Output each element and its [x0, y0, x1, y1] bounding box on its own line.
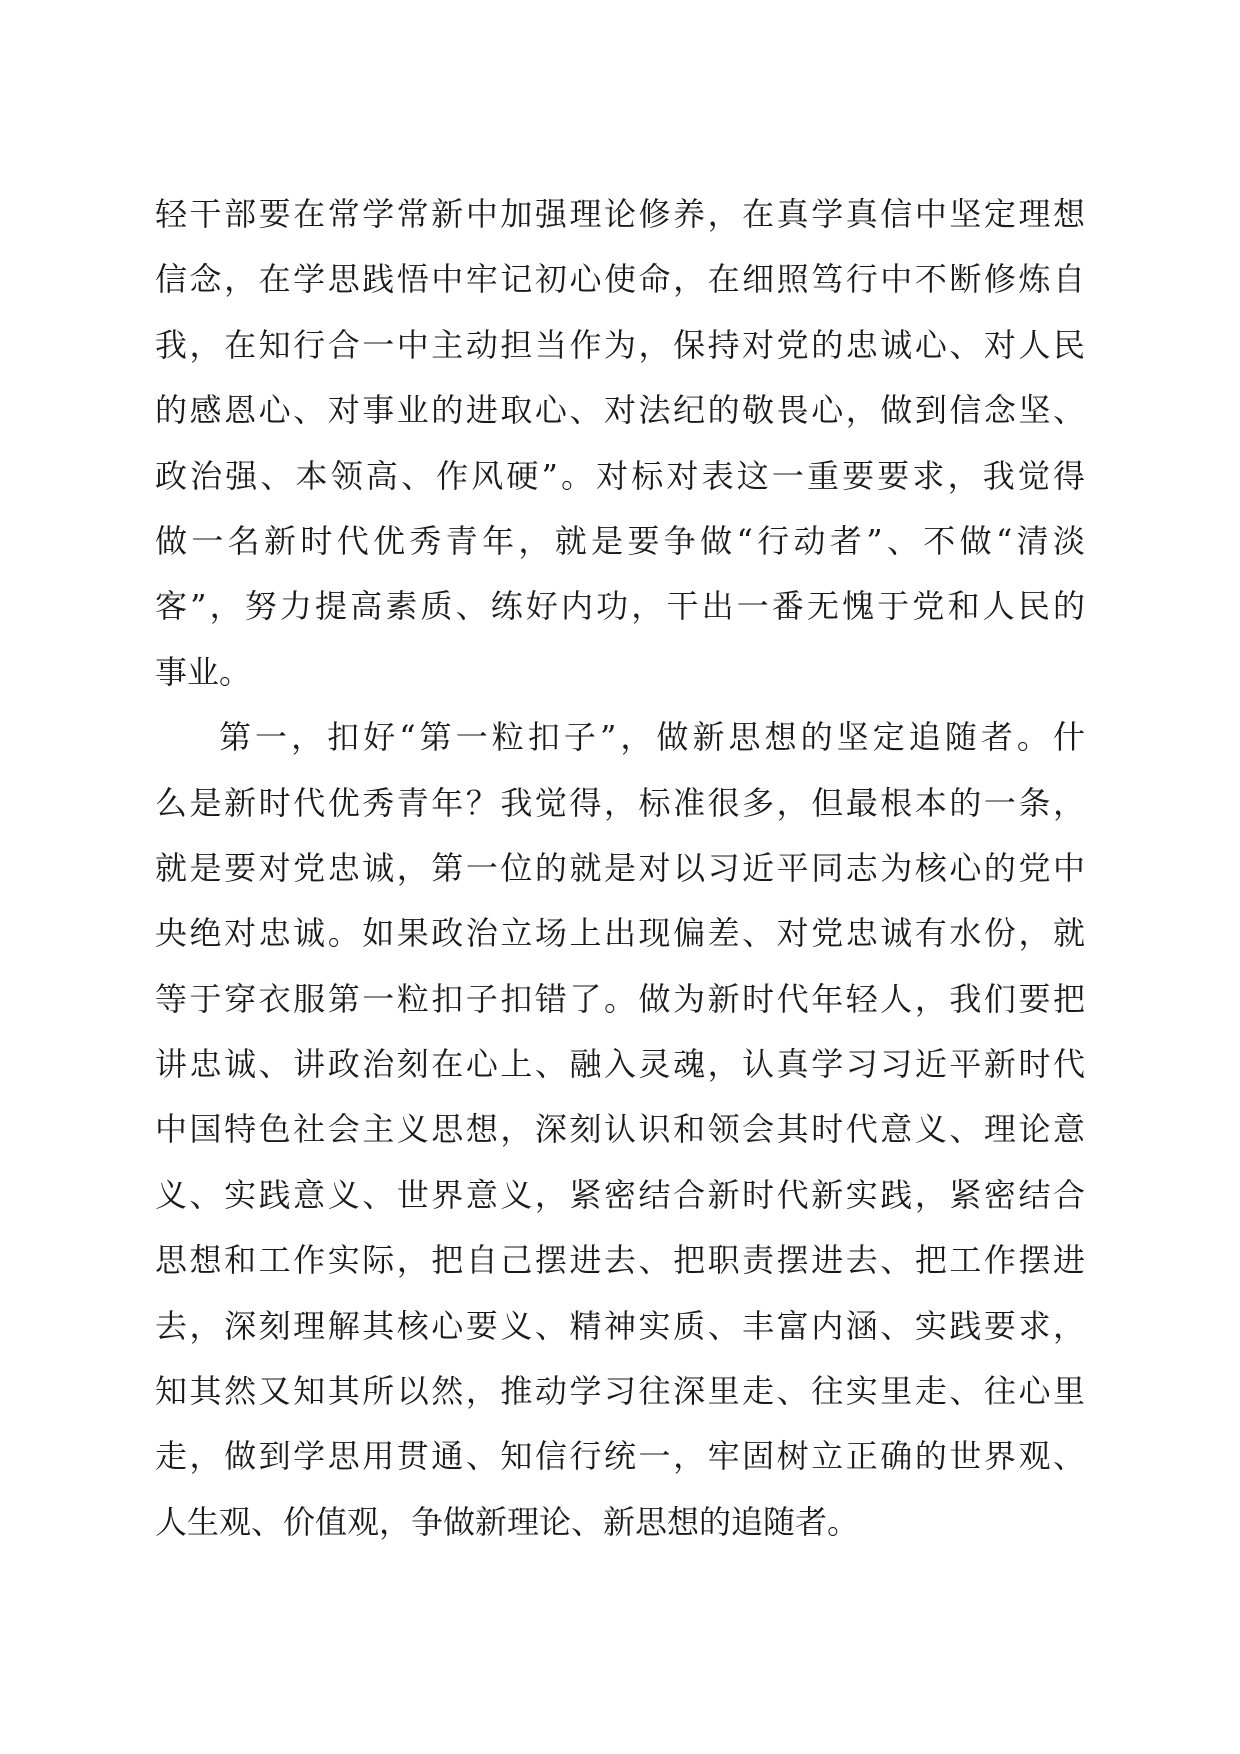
text-line: 义、实践意义、世界意义，紧密结合新时代新实践，紧密结合	[155, 1175, 1085, 1214]
text-line: 的感恩心、对事业的进取心、对法纪的敬畏心，做到信念坚、	[155, 391, 1085, 430]
text-line: 等于穿衣服第一粒扣子扣错了。做为新时代年轻人，我们要把	[155, 979, 1085, 1018]
text-line: 轻干部要在常学常新中加强理论修养，在真学真信中坚定理想	[155, 195, 1085, 233]
text-line: 做一名新时代优秀青年，就是要争做“行动者”、不做“清淡	[155, 521, 1085, 560]
text-line: 客”，努力提高素质、练好内功，干出一番无愧于党和人民的	[155, 587, 1085, 626]
text-line: 中国特色社会主义思想，深刻认识和领会其时代意义、理论意	[155, 1110, 1085, 1149]
text-line: 第一，扣好“第一粒扣子”，做新思想的坚定追随者。什	[219, 718, 1085, 757]
text-line: 政治强、本领高、作风硬”。对标对表这一重要要求，我觉得	[155, 456, 1085, 495]
text-line: 么是新时代优秀青年？我觉得，标准很多，但最根本的一条，	[155, 783, 1085, 822]
text-line: 思想和工作实际，把自己摆进去、把职责摆进去、把工作摆进	[155, 1241, 1085, 1280]
text-line: 走，做到学思用贯通、知信行统一，牢固树立正确的世界观、	[155, 1437, 1085, 1476]
body-text	[155, 182, 1085, 1555]
text-line: 就是要对党忠诚，第一位的就是对以习近平同志为核心的党中	[155, 848, 1085, 887]
text-line: 我，在知行合一中主动担当作为，保持对党的忠诚心、对人民	[155, 325, 1085, 364]
text-line: 讲忠诚、讲政治刻在心上、融入灵魂，认真学习习近平新时代	[155, 1045, 1085, 1084]
text-line: 信念，在学思践悟中牢记初心使命，在细照笃行中不断修炼自	[155, 260, 1085, 299]
text-line: 人生观、价值观，争做新理论、新思想的追随者。	[155, 1502, 860, 1541]
text-line: 事业。	[155, 652, 252, 691]
text-line: 知其然又知其所以然，推动学习往深里走、往实里走、往心里	[155, 1372, 1085, 1411]
text-line: 央绝对忠诚。如果政治立场上出现偏差、对党忠诚有水份，就	[155, 914, 1085, 953]
text-line: 去，深刻理解其核心要义、精神实质、丰富内涵、实践要求，	[155, 1306, 1085, 1345]
